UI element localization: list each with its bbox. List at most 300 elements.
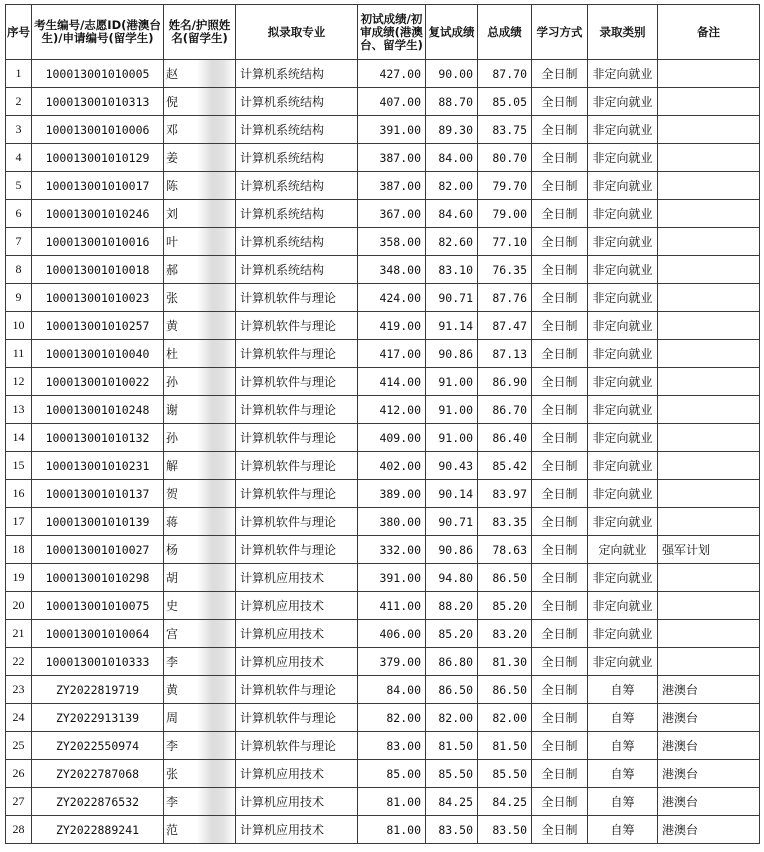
name-text: 黄 — [166, 683, 179, 697]
cell-name — [164, 816, 236, 844]
cell-total-score: 79.70 — [478, 172, 532, 200]
cell-prelim-score: 81.00 — [358, 816, 426, 844]
cell-candidate-id: ZY2022787068 — [32, 760, 164, 788]
cell-candidate-id: 100013001010333 — [32, 648, 164, 676]
cell-candidate-id: 100013001010040 — [32, 340, 164, 368]
cell-admission-category: 非定向就业 — [588, 340, 658, 368]
cell-major: 计算机软件与理论 — [236, 452, 358, 480]
privacy-blur-overlay — [198, 816, 234, 843]
cell-retest-score: 90.86 — [426, 340, 478, 368]
cell-seq: 26 — [6, 760, 32, 788]
cell-note — [658, 312, 760, 340]
header-note: 备注 — [658, 5, 760, 60]
privacy-blur-overlay — [198, 452, 234, 479]
table-row — [6, 592, 760, 620]
name-text: 张 — [166, 767, 179, 781]
cell-retest-score: 90.14 — [426, 480, 478, 508]
table-row — [6, 704, 760, 732]
cell-seq: 17 — [6, 508, 32, 536]
privacy-blur-overlay — [198, 144, 234, 171]
cell-retest-score: 83.10 — [426, 256, 478, 284]
cell-study-mode: 全日制 — [532, 536, 588, 564]
cell-candidate-id: ZY2022913139 — [32, 704, 164, 732]
cell-note — [658, 256, 760, 284]
table-row — [6, 116, 760, 144]
privacy-blur-overlay — [198, 116, 234, 143]
cell-retest-score: 84.60 — [426, 200, 478, 228]
cell-total-score: 87.70 — [478, 60, 532, 88]
cell-prelim-score: 409.00 — [358, 424, 426, 452]
cell-total-score: 77.10 — [478, 228, 532, 256]
cell-major: 计算机软件与理论 — [236, 676, 358, 704]
cell-retest-score: 88.70 — [426, 88, 478, 116]
header-prelim-score: 初试成绩/初审成绩(港澳台、留学生) — [358, 5, 426, 60]
cell-seq: 13 — [6, 396, 32, 424]
header-major: 拟录取专业 — [236, 5, 358, 60]
cell-note — [658, 620, 760, 648]
cell-note — [658, 284, 760, 312]
cell-name — [164, 760, 236, 788]
cell-candidate-id: 100013001010075 — [32, 592, 164, 620]
name-text: 周 — [166, 711, 179, 725]
table-row — [6, 620, 760, 648]
cell-study-mode: 全日制 — [532, 620, 588, 648]
cell-seq: 11 — [6, 340, 32, 368]
cell-study-mode: 全日制 — [532, 172, 588, 200]
cell-candidate-id: ZY2022889241 — [32, 816, 164, 844]
cell-name — [164, 284, 236, 312]
cell-major: 计算机系统结构 — [236, 256, 358, 284]
cell-name — [164, 424, 236, 452]
cell-study-mode: 全日制 — [532, 256, 588, 284]
header-study-mode: 学习方式 — [532, 5, 588, 60]
cell-note — [658, 592, 760, 620]
table-row — [6, 256, 760, 284]
cell-candidate-id: 100013001010018 — [32, 256, 164, 284]
cell-seq: 28 — [6, 816, 32, 844]
cell-note — [658, 60, 760, 88]
cell-study-mode: 全日制 — [532, 676, 588, 704]
cell-candidate-id: 100013001010129 — [32, 144, 164, 172]
privacy-blur-overlay — [198, 564, 234, 591]
cell-prelim-score: 417.00 — [358, 340, 426, 368]
cell-study-mode: 全日制 — [532, 704, 588, 732]
cell-note: 港澳台 — [658, 760, 760, 788]
cell-candidate-id: 100013001010064 — [32, 620, 164, 648]
cell-candidate-id: 100013001010137 — [32, 480, 164, 508]
cell-retest-score: 90.86 — [426, 536, 478, 564]
privacy-blur-overlay — [198, 788, 234, 815]
name-text: 史 — [166, 599, 179, 613]
cell-admission-category: 非定向就业 — [588, 256, 658, 284]
privacy-blur-overlay — [198, 312, 234, 339]
cell-retest-score: 86.80 — [426, 648, 478, 676]
cell-major: 计算机系统结构 — [236, 228, 358, 256]
privacy-blur-overlay — [198, 592, 234, 619]
cell-seq: 23 — [6, 676, 32, 704]
cell-candidate-id: 100013001010016 — [32, 228, 164, 256]
cell-major: 计算机系统结构 — [236, 144, 358, 172]
cell-seq: 27 — [6, 788, 32, 816]
cell-candidate-id: 100013001010231 — [32, 452, 164, 480]
name-text: 刘 — [166, 207, 179, 221]
cell-name — [164, 60, 236, 88]
name-text: 李 — [166, 795, 179, 809]
privacy-blur-overlay — [198, 480, 234, 507]
cell-name — [164, 340, 236, 368]
cell-prelim-score: 389.00 — [358, 480, 426, 508]
cell-admission-category: 非定向就业 — [588, 620, 658, 648]
privacy-blur-overlay — [198, 60, 234, 87]
name-text: 贺 — [166, 487, 179, 501]
privacy-blur-overlay — [198, 172, 234, 199]
name-text: 杜 — [166, 347, 179, 361]
table-row — [6, 340, 760, 368]
cell-retest-score: 85.50 — [426, 760, 478, 788]
cell-admission-category: 非定向就业 — [588, 424, 658, 452]
name-text: 陈 — [166, 179, 179, 193]
cell-retest-score: 94.80 — [426, 564, 478, 592]
name-text: 李 — [166, 739, 179, 753]
cell-retest-score: 81.50 — [426, 732, 478, 760]
cell-admission-category: 非定向就业 — [588, 564, 658, 592]
cell-total-score: 85.42 — [478, 452, 532, 480]
cell-prelim-score: 412.00 — [358, 396, 426, 424]
cell-major: 计算机软件与理论 — [236, 368, 358, 396]
cell-total-score: 85.20 — [478, 592, 532, 620]
cell-admission-category: 非定向就业 — [588, 284, 658, 312]
admission-table — [5, 4, 760, 844]
table-row — [6, 284, 760, 312]
cell-note — [658, 200, 760, 228]
cell-admission-category: 自筹 — [588, 732, 658, 760]
cell-candidate-id: 100013001010132 — [32, 424, 164, 452]
cell-name — [164, 480, 236, 508]
cell-note — [658, 564, 760, 592]
cell-name — [164, 620, 236, 648]
cell-note — [658, 508, 760, 536]
privacy-blur-overlay — [198, 732, 234, 759]
cell-prelim-score: 85.00 — [358, 760, 426, 788]
cell-total-score: 81.50 — [478, 732, 532, 760]
cell-note — [658, 144, 760, 172]
privacy-blur-overlay — [198, 340, 234, 367]
cell-admission-category: 自筹 — [588, 676, 658, 704]
cell-note — [658, 368, 760, 396]
cell-prelim-score: 348.00 — [358, 256, 426, 284]
cell-name — [164, 788, 236, 816]
cell-study-mode: 全日制 — [532, 60, 588, 88]
cell-prelim-score: 83.00 — [358, 732, 426, 760]
cell-admission-category: 非定向就业 — [588, 228, 658, 256]
cell-note — [658, 424, 760, 452]
cell-total-score: 82.00 — [478, 704, 532, 732]
cell-candidate-id: 100013001010027 — [32, 536, 164, 564]
cell-retest-score: 82.00 — [426, 172, 478, 200]
cell-major: 计算机系统结构 — [236, 88, 358, 116]
cell-major: 计算机系统结构 — [236, 116, 358, 144]
cell-total-score: 80.70 — [478, 144, 532, 172]
cell-total-score: 87.76 — [478, 284, 532, 312]
cell-study-mode: 全日制 — [532, 816, 588, 844]
cell-retest-score: 84.25 — [426, 788, 478, 816]
privacy-blur-overlay — [198, 284, 234, 311]
cell-prelim-score: 82.00 — [358, 704, 426, 732]
cell-note: 强军计划 — [658, 536, 760, 564]
name-text: 郝 — [166, 263, 179, 277]
cell-note: 港澳台 — [658, 816, 760, 844]
cell-study-mode: 全日制 — [532, 228, 588, 256]
cell-study-mode: 全日制 — [532, 732, 588, 760]
cell-prelim-score: 427.00 — [358, 60, 426, 88]
cell-admission-category: 自筹 — [588, 760, 658, 788]
cell-seq: 7 — [6, 228, 32, 256]
cell-study-mode: 全日制 — [532, 508, 588, 536]
name-text: 孙 — [166, 431, 179, 445]
cell-prelim-score: 407.00 — [358, 88, 426, 116]
cell-total-score: 83.35 — [478, 508, 532, 536]
cell-name — [164, 228, 236, 256]
cell-retest-score: 82.60 — [426, 228, 478, 256]
cell-note — [658, 172, 760, 200]
cell-name — [164, 452, 236, 480]
header-row — [6, 5, 760, 60]
cell-admission-category: 非定向就业 — [588, 88, 658, 116]
cell-major: 计算机软件与理论 — [236, 508, 358, 536]
cell-admission-category: 非定向就业 — [588, 396, 658, 424]
cell-seq: 18 — [6, 536, 32, 564]
table-body — [6, 60, 760, 844]
cell-retest-score: 83.50 — [426, 816, 478, 844]
cell-prelim-score: 387.00 — [358, 144, 426, 172]
cell-study-mode: 全日制 — [532, 284, 588, 312]
privacy-blur-overlay — [198, 508, 234, 535]
cell-total-score: 83.50 — [478, 816, 532, 844]
cell-seq: 15 — [6, 452, 32, 480]
cell-retest-score: 91.00 — [426, 424, 478, 452]
cell-study-mode: 全日制 — [532, 200, 588, 228]
cell-note — [658, 452, 760, 480]
cell-major: 计算机应用技术 — [236, 648, 358, 676]
cell-retest-score: 90.00 — [426, 60, 478, 88]
cell-seq: 9 — [6, 284, 32, 312]
cell-retest-score: 91.14 — [426, 312, 478, 340]
header-name: 姓名/护照姓名(留学生) — [164, 5, 236, 60]
privacy-blur-overlay — [198, 424, 234, 451]
cell-major: 计算机软件与理论 — [236, 536, 358, 564]
table-row — [6, 732, 760, 760]
cell-name — [164, 368, 236, 396]
cell-name — [164, 116, 236, 144]
cell-note — [658, 228, 760, 256]
cell-major: 计算机系统结构 — [236, 200, 358, 228]
table-row — [6, 648, 760, 676]
cell-seq: 10 — [6, 312, 32, 340]
table-row — [6, 676, 760, 704]
cell-prelim-score: 332.00 — [358, 536, 426, 564]
cell-retest-score: 91.00 — [426, 396, 478, 424]
table-row — [6, 60, 760, 88]
cell-seq: 12 — [6, 368, 32, 396]
table-row — [6, 144, 760, 172]
cell-admission-category: 自筹 — [588, 816, 658, 844]
name-text: 宫 — [166, 627, 179, 641]
cell-major: 计算机应用技术 — [236, 816, 358, 844]
name-text: 姜 — [166, 151, 179, 165]
cell-admission-category: 非定向就业 — [588, 480, 658, 508]
cell-name — [164, 172, 236, 200]
privacy-blur-overlay — [198, 648, 234, 675]
name-text: 解 — [166, 459, 179, 473]
cell-note — [658, 340, 760, 368]
cell-total-score: 84.25 — [478, 788, 532, 816]
cell-major: 计算机应用技术 — [236, 592, 358, 620]
name-text: 倪 — [166, 95, 179, 109]
cell-candidate-id: 100013001010139 — [32, 508, 164, 536]
cell-name — [164, 536, 236, 564]
name-text: 孙 — [166, 375, 179, 389]
cell-name — [164, 396, 236, 424]
cell-prelim-score: 391.00 — [358, 116, 426, 144]
table-row — [6, 368, 760, 396]
header-admission-category: 录取类别 — [588, 5, 658, 60]
cell-major: 计算机系统结构 — [236, 172, 358, 200]
cell-major: 计算机软件与理论 — [236, 396, 358, 424]
cell-major: 计算机应用技术 — [236, 564, 358, 592]
cell-admission-category: 非定向就业 — [588, 368, 658, 396]
privacy-blur-overlay — [198, 704, 234, 731]
cell-note: 港澳台 — [658, 676, 760, 704]
cell-seq: 1 — [6, 60, 32, 88]
cell-major: 计算机软件与理论 — [236, 340, 358, 368]
cell-candidate-id: 100013001010023 — [32, 284, 164, 312]
cell-major: 计算机系统结构 — [236, 60, 358, 88]
cell-admission-category: 自筹 — [588, 788, 658, 816]
table-row — [6, 508, 760, 536]
cell-retest-score: 86.50 — [426, 676, 478, 704]
header-candidate-id: 考生编号/志愿ID(港澳台生)/申请编号(留学生) — [32, 5, 164, 60]
cell-candidate-id: ZY2022876532 — [32, 788, 164, 816]
privacy-blur-overlay — [198, 536, 234, 563]
cell-study-mode: 全日制 — [532, 144, 588, 172]
cell-study-mode: 全日制 — [532, 88, 588, 116]
cell-prelim-score: 402.00 — [358, 452, 426, 480]
table-row — [6, 172, 760, 200]
cell-retest-score: 88.20 — [426, 592, 478, 620]
cell-prelim-score: 358.00 — [358, 228, 426, 256]
cell-prelim-score: 380.00 — [358, 508, 426, 536]
privacy-blur-overlay — [198, 620, 234, 647]
cell-admission-category: 非定向就业 — [588, 312, 658, 340]
cell-name — [164, 256, 236, 284]
cell-major: 计算机应用技术 — [236, 788, 358, 816]
cell-total-score: 86.50 — [478, 564, 532, 592]
cell-note: 港澳台 — [658, 704, 760, 732]
cell-name — [164, 312, 236, 340]
table-row — [6, 424, 760, 452]
privacy-blur-overlay — [198, 396, 234, 423]
cell-retest-score: 90.71 — [426, 284, 478, 312]
cell-study-mode: 全日制 — [532, 116, 588, 144]
cell-seq: 21 — [6, 620, 32, 648]
cell-study-mode: 全日制 — [532, 564, 588, 592]
table-row — [6, 312, 760, 340]
privacy-blur-overlay — [198, 256, 234, 283]
table-row — [6, 760, 760, 788]
cell-major: 计算机应用技术 — [236, 760, 358, 788]
cell-study-mode: 全日制 — [532, 396, 588, 424]
cell-prelim-score: 406.00 — [358, 620, 426, 648]
cell-name — [164, 732, 236, 760]
cell-retest-score: 90.71 — [426, 508, 478, 536]
cell-retest-score: 91.00 — [426, 368, 478, 396]
name-text: 黄 — [166, 319, 179, 333]
cell-admission-category: 非定向就业 — [588, 648, 658, 676]
cell-seq: 3 — [6, 116, 32, 144]
cell-seq: 20 — [6, 592, 32, 620]
name-text: 蒋 — [166, 515, 179, 529]
cell-prelim-score: 414.00 — [358, 368, 426, 396]
header-total-score: 总成绩 — [478, 5, 532, 60]
cell-admission-category: 非定向就业 — [588, 452, 658, 480]
cell-seq: 22 — [6, 648, 32, 676]
cell-prelim-score: 367.00 — [358, 200, 426, 228]
privacy-blur-overlay — [198, 200, 234, 227]
cell-admission-category: 非定向就业 — [588, 200, 658, 228]
cell-prelim-score: 411.00 — [358, 592, 426, 620]
admission-table-container — [5, 4, 760, 844]
cell-prelim-score: 81.00 — [358, 788, 426, 816]
cell-prelim-score: 84.00 — [358, 676, 426, 704]
cell-seq: 16 — [6, 480, 32, 508]
cell-note: 港澳台 — [658, 788, 760, 816]
cell-candidate-id: 100013001010017 — [32, 172, 164, 200]
cell-candidate-id: 100013001010006 — [32, 116, 164, 144]
cell-retest-score: 90.43 — [426, 452, 478, 480]
cell-total-score: 86.90 — [478, 368, 532, 396]
name-text: 邓 — [166, 123, 179, 137]
cell-candidate-id: 100013001010313 — [32, 88, 164, 116]
cell-total-score: 83.20 — [478, 620, 532, 648]
cell-total-score: 85.05 — [478, 88, 532, 116]
cell-note — [658, 88, 760, 116]
cell-study-mode: 全日制 — [532, 788, 588, 816]
cell-candidate-id: 100013001010298 — [32, 564, 164, 592]
cell-name — [164, 676, 236, 704]
table-row — [6, 536, 760, 564]
cell-note: 港澳台 — [658, 732, 760, 760]
table-row — [6, 452, 760, 480]
privacy-blur-overlay — [198, 88, 234, 115]
cell-retest-score: 82.00 — [426, 704, 478, 732]
cell-total-score: 87.13 — [478, 340, 532, 368]
table-row — [6, 228, 760, 256]
cell-total-score: 79.00 — [478, 200, 532, 228]
cell-major: 计算机软件与理论 — [236, 704, 358, 732]
cell-major: 计算机软件与理论 — [236, 424, 358, 452]
cell-admission-category: 非定向就业 — [588, 116, 658, 144]
header-retest-score: 复试成绩 — [426, 5, 478, 60]
cell-name — [164, 144, 236, 172]
table-row — [6, 396, 760, 424]
table-row — [6, 564, 760, 592]
cell-study-mode: 全日制 — [532, 760, 588, 788]
cell-study-mode: 全日制 — [532, 368, 588, 396]
cell-candidate-id: 100013001010022 — [32, 368, 164, 396]
table-row — [6, 480, 760, 508]
cell-seq: 4 — [6, 144, 32, 172]
cell-study-mode: 全日制 — [532, 452, 588, 480]
